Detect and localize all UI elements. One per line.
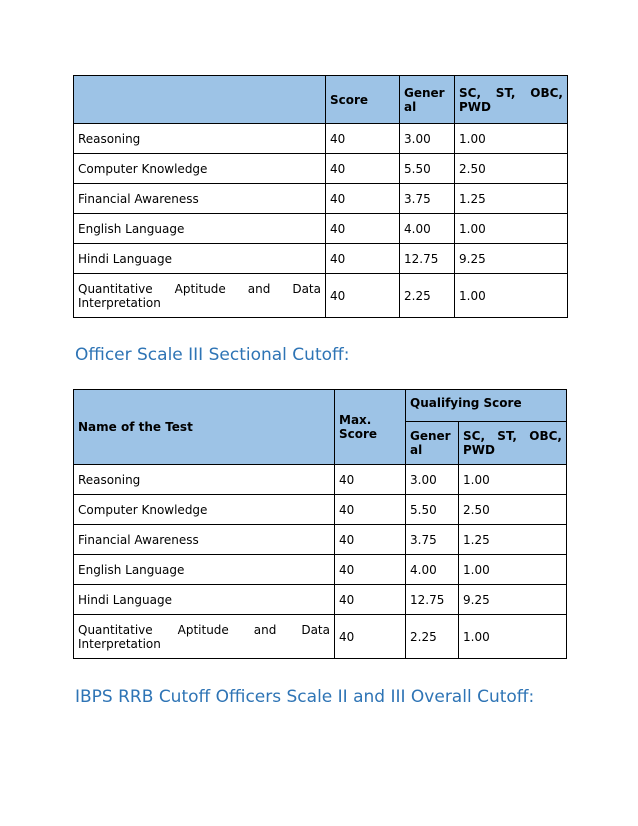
table-row [74, 525, 567, 555]
test-name: Computer Knowledge [74, 154, 326, 184]
reserved-value: 1.00 [459, 555, 567, 585]
reserved-value: 1.00 [455, 274, 568, 318]
header-qualifying-score: Qualifying Score [406, 390, 567, 422]
table-row [74, 465, 567, 495]
reserved-value: 9.25 [455, 244, 568, 274]
general-value: 5.50 [406, 495, 459, 525]
section-heading-scale3: Officer Scale III Sectional Cutoff: [75, 345, 350, 365]
test-name: Quantitative Aptitude and Data Interpretation [74, 274, 326, 318]
reserved-value: 9.25 [459, 585, 567, 615]
max-score-value: 40 [335, 465, 406, 495]
header-score: Score [326, 76, 400, 124]
general-value: 12.75 [406, 585, 459, 615]
table-row [74, 154, 568, 184]
table-row [74, 244, 568, 274]
test-name: English Language [74, 555, 335, 585]
table-row [74, 555, 567, 585]
reserved-value: 1.00 [455, 214, 568, 244]
scale3-cutoff-table [73, 389, 567, 659]
max-score-value: 40 [335, 585, 406, 615]
max-score-value: 40 [335, 555, 406, 585]
general-value: 4.00 [406, 555, 459, 585]
header-empty [74, 76, 326, 124]
table-row [74, 495, 567, 525]
max-score-value: 40 [335, 495, 406, 525]
reserved-value: 1.00 [455, 124, 568, 154]
test-name: Computer Knowledge [74, 495, 335, 525]
test-name: English Language [74, 214, 326, 244]
general-value: 3.00 [400, 124, 455, 154]
reserved-value: 1.25 [459, 525, 567, 555]
general-value: 5.50 [400, 154, 455, 184]
score-value: 40 [326, 244, 400, 274]
header-max-score: Max. Score [335, 390, 406, 465]
table-header-row [74, 390, 567, 422]
header-general: General [400, 76, 455, 124]
test-name: Financial Awareness [74, 184, 326, 214]
test-name: Hindi Language [74, 244, 326, 274]
max-score-value: 40 [335, 525, 406, 555]
general-value: 3.00 [406, 465, 459, 495]
general-value: 3.75 [400, 184, 455, 214]
max-score-value: 40 [335, 615, 406, 659]
test-name: Quantitative Aptitude and Data Interpretation [74, 615, 335, 659]
general-value: 3.75 [406, 525, 459, 555]
table-row [74, 214, 568, 244]
score-value: 40 [326, 274, 400, 318]
reserved-value: 2.50 [459, 495, 567, 525]
table-header-row [74, 76, 568, 124]
reserved-value: 1.00 [459, 465, 567, 495]
header-test-name: Name of the Test [74, 390, 335, 465]
table-row [74, 124, 568, 154]
header-reserved: SC, ST, OBC, PWD [459, 422, 567, 465]
score-value: 40 [326, 184, 400, 214]
score-value: 40 [326, 124, 400, 154]
header-general: General [406, 422, 459, 465]
general-value: 12.75 [400, 244, 455, 274]
test-name: Reasoning [74, 465, 335, 495]
general-value: 2.25 [400, 274, 455, 318]
section-heading-overall: IBPS RRB Cutoff Officers Scale II and III Overall Cutoff: [75, 687, 535, 707]
general-value: 4.00 [400, 214, 455, 244]
reserved-value: 1.25 [455, 184, 568, 214]
test-name: Hindi Language [74, 585, 335, 615]
score-value: 40 [326, 154, 400, 184]
scale2-cutoff-table [73, 75, 568, 318]
score-value: 40 [326, 214, 400, 244]
table-row [74, 274, 568, 318]
table-row [74, 585, 567, 615]
table-row [74, 615, 567, 659]
test-name: Financial Awareness [74, 525, 335, 555]
test-name: Reasoning [74, 124, 326, 154]
reserved-value: 1.00 [459, 615, 567, 659]
header-reserved: SC, ST, OBC, PWD [455, 76, 568, 124]
table-row [74, 184, 568, 214]
reserved-value: 2.50 [455, 154, 568, 184]
general-value: 2.25 [406, 615, 459, 659]
